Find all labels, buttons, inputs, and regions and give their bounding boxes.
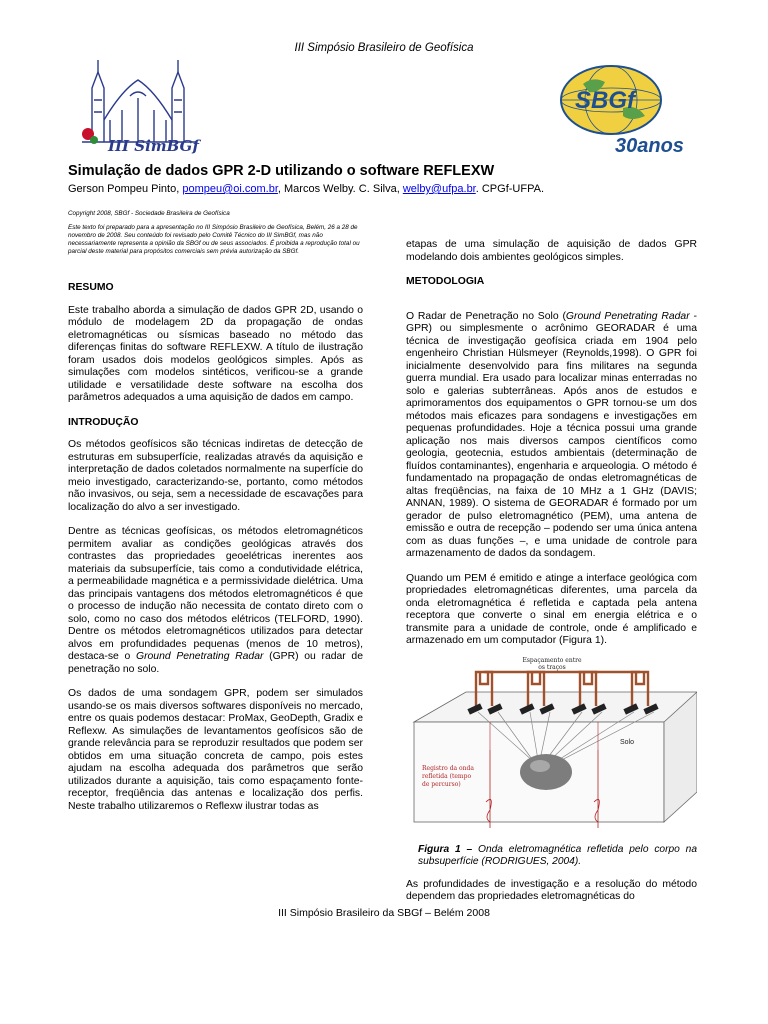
- intro-p2-end: (GPR) ou radar de penetração no solo.: [68, 651, 363, 675]
- intro-paragraph-2: [68, 526, 363, 676]
- fig-label-registro-3: de percurso): [422, 780, 461, 788]
- author-1: Gerson Pompeu Pinto,: [68, 183, 180, 195]
- intro-paragraph-1: Os métodos geofísicos são técnicas indiretas de detecção de estruturas em subsuperfície, realizadas através da aquisição e interpretação de dados coletados normalmente na superfície do meio investigado, caracterizando-se, portanto, como métodos não invasivos, ou seja, sem a necessidade de escavações para localização do alvo a ser investigado.: [68, 439, 363, 513]
- continued-paragraph: etapas de uma simulação de aquisição de dados GPR modelando dois ambientes geológicos simples.: [406, 239, 697, 263]
- copyright-notice: [68, 210, 363, 262]
- author-2: , Marcos Welby. C. Silva,: [277, 183, 400, 195]
- copyright-line: Copyright 2008, SBGf - Sociedade Brasileira de Geofísica: [68, 210, 230, 217]
- section-heading-introducao: INTRODUÇÃO: [68, 416, 139, 428]
- method-p1-end: - GPR) ou simplesmente o acrônimo GEORADAR é uma técnica de investigação geofísica criada em 1904 pelo engenheiro Christian Hülsmeyer (Reynolds,1998). O GPR foi inicialmente desenvolvido para fins militares na segunda guerra mundial. Era usado para localizar minas enterradas no solo e galerias subterrâneas. Após anos de estudos e aprimoramentos dos equipamentos o GPR tornou-se um dos métodos mais eficazes para sondagens e investigações em pequenas profundidades. Hoje a técnica possui uma grande aplicação nos mais diversos campos científicos como geologia, geotecnia, estudos ambientais (determinação de fluídos contaminantes), engenharia e arqueologia. O método é fundamentado na propagação de ondas eletromagnéticas de altas freqüências, na faixa de 10 MHz a 1 GHz (DAVIS; ANNAN, 1989). O sistema de GEORADAR é formado por um gerador de pulso eletromagnético (PEM), uma antena de emissão e outra de recepção – podendo ser uma única antena com as duas funções –, e uma unidade de controle para armazenamento de dados da sondagem.: [406, 310, 697, 559]
- method-p1-term: Ground Penetrating Radar: [565, 310, 690, 322]
- figure-1-caption: [418, 844, 697, 869]
- figure-1-gpr-diagram: [406, 652, 697, 838]
- method-p1-start: O Radar de Penetração no Solo (: [406, 310, 566, 322]
- caption-text: Onda eletromagnética refletida pelo corpo na subsuperfície (RODRIGUES, 2004).: [418, 843, 697, 867]
- intro-paragraph-3: Os dados de uma sondagem GPR, podem ser simulados usando-se os mais diversos softwares disponíveis no mercado, entre os quais podemos destacar: ProMax, GeoDepth, Gradix e Reflexw. As simulações de levantamentos geofísicos são de grande relevância para se reproduzir resultados que podem ser obtidos em uma situação concreta de campo, pois estes ajudam na escolha adequada dos parâmetros que serão utilizados durante a aquisição, tais como espaçamento fonte-receptor, freqüência das antenas e localização dos perfis. Neste trabalho utilizaremos o Reflexw ilustrar todas as: [68, 688, 363, 812]
- running-footer: III Simpósio Brasileiro da SBGf – Belém 2008: [278, 907, 490, 919]
- authors-line: [68, 183, 544, 195]
- abstract-text: Este trabalho aborda a simulação de dados GPR 2D, usando o módulo de modelagem 2D da propagação de ondas eletromagnéticas ou sísmicas baseado no método das diferenças finitas do software REFLEXW. A título de ilustração foram usados dois modelos geológicos simples. Após as simulações com modelos sintéticos, verificou-se a grande utilidade e versatilidade deste software na escolha dos parâmetros adequados a uma aquisição de dados em campo.: [68, 304, 363, 403]
- svg-text:SBGf: SBGf: [575, 87, 635, 114]
- svg-text:30anos: 30anos: [615, 135, 684, 157]
- simbgf-logo: [72, 50, 207, 160]
- svg-text:III SimBGf: III SimBGf: [108, 137, 199, 155]
- sbgf-logo: [553, 62, 688, 162]
- fig-label-spacing-1: Espaçamento entre: [522, 656, 582, 664]
- section-heading-metodologia: METODOLOGIA: [406, 276, 485, 287]
- method-paragraph-2: Quando um PEM é emitido e atinge a interface geológica com propriedades eletromagnéticas diferentes, uma parcela da onda eletromagnética é refletida e captada pela antena receptora que converte o sinal em energia elétrica e o transmite para a unidade de controle, onde é amplificado e armazenado em um computador (Figura 1).: [406, 572, 697, 646]
- intro-p2-start: Dentre as técnicas geofísicas, os métodos eletromagnéticos permitem avaliar as condições geológicas através dos contrastes das propriedades geoelétricas inerentes aos materiais da subsuperfície, tais como a condutividade elétrica, a permeabilidade magnética e a permissividade dielétrica. Uma das principais vantagens dos métodos eletromagnéticos é que o processo de indução não necessita de contato direto com o solo, como no caso dos métodos elétricos (TELFORD, 1990). Dentre os métodos eletromagnéticos utilizados para detectar alvos em profundidades pequenas (menos de 10 metros), destaca-se o: [68, 526, 363, 662]
- section-heading-resumo: RESUMO: [68, 282, 114, 293]
- paper-title: Simulação de dados GPR 2-D utilizando o software REFLEXW: [68, 163, 495, 179]
- caption-label: Figura 1 –: [418, 843, 473, 855]
- intro-p2-term: Ground Penetrating Radar: [135, 651, 264, 662]
- right-column: [406, 239, 697, 916]
- copyright-statement: Este texto foi preparado para a apresentação no III Simpósio Brasileiro de Geofísica, Belém, 26 a 28 de novembro de 2008. Seu conteúdo foi revisado pelo Comitê Técnico do III SimBGf, mas não necessariamente representa a opinião da SBGf ou de seus associados. É proibida a reprodução total ou parcial deste material para propósitos comerciais sem prévia autorização da SBGf.: [68, 224, 360, 255]
- affiliation: . CPGf-UFPA.: [475, 183, 544, 195]
- email-link-1[interactable]: pompeu@oi.com.br: [182, 183, 278, 195]
- fig-label-spacing-2: os traços: [538, 663, 566, 671]
- left-column: [68, 282, 363, 825]
- running-header: III Simpósio Brasileiro de Geofísica: [294, 42, 474, 54]
- fig-label-registro-2: refletida (tempo: [422, 772, 472, 780]
- email-link-2[interactable]: welby@ufpa.br: [402, 183, 476, 195]
- method-paragraph-1: [406, 311, 697, 561]
- method-paragraph-3: As profundidades de investigação e a resolução do método dependem das propriedades eletromagnéticas do: [406, 878, 697, 902]
- fig-label-registro-1: Registro da onda: [422, 764, 474, 772]
- fig-label-solo: Solo: [620, 738, 635, 746]
